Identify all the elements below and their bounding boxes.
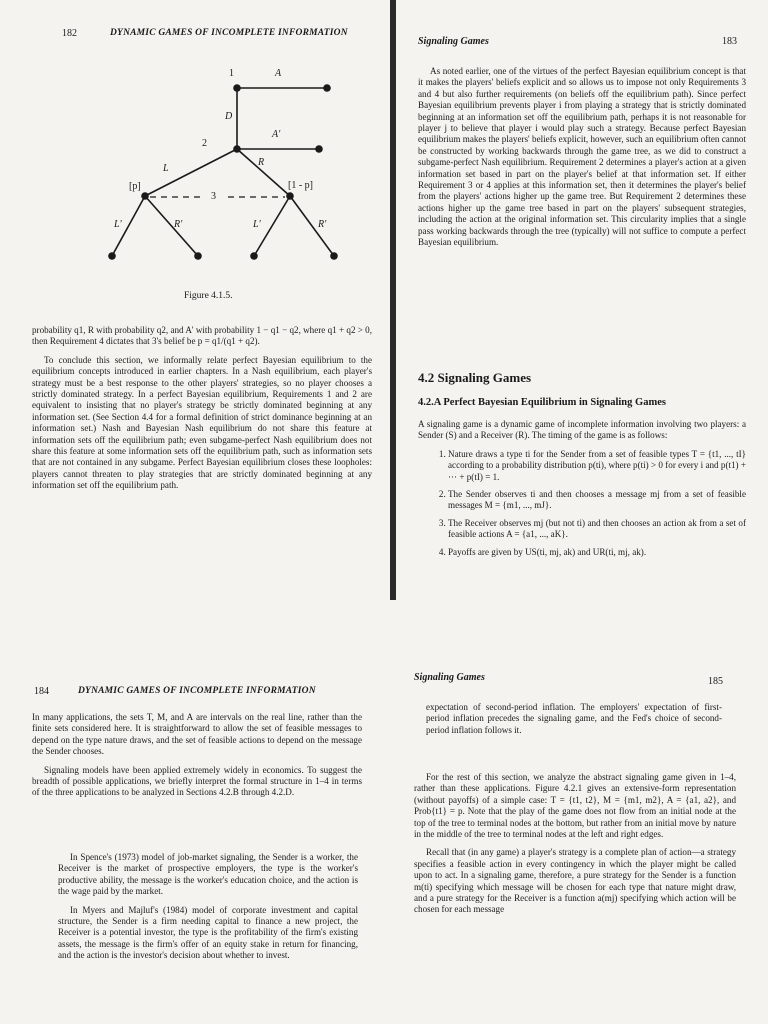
node-3-left	[141, 192, 149, 200]
terminal-Rp-left	[194, 252, 202, 260]
page-number: 185	[708, 676, 723, 687]
paragraph: In Spence's (1973) model of job-market signaling, the Sender is a worker, the Receiver is the market of prospective employers, the type is the worker's productive ability, the message is the worker's education choice, and the action is the wage paid by the market.	[58, 852, 358, 897]
body-text	[418, 419, 746, 564]
node-player1	[233, 84, 241, 92]
label-node-3: 3	[211, 191, 216, 202]
label-node-1: 1	[229, 68, 234, 79]
subsection-title: 4.2.A Perfect Bayesian Equilibrium in Signaling Games	[418, 397, 666, 408]
terminal-A	[323, 84, 331, 92]
application-text	[58, 852, 358, 969]
body-text	[418, 66, 746, 256]
body-text	[414, 772, 736, 923]
running-head: DYNAMIC GAMES OF INCOMPLETE INFORMATION	[110, 28, 348, 38]
label-node-2: 2	[202, 138, 207, 149]
label-Lp-right: L'	[253, 219, 261, 230]
running-head: DYNAMIC GAMES OF INCOMPLETE INFORMATION	[78, 686, 316, 696]
page-183	[400, 0, 768, 648]
label-Aprime: A'	[272, 129, 281, 140]
paragraph: To conclude this section, we informally relate perfect Bayesian equilibrium to the equilibrium concepts introduced in earlier chapters. In a Nash equilibrium, each player's strategy must be a best response to the other players' strategies, so no player chooses a strictly dominated strategy. In a perfect Bayesian equilibrium, Requirements 1 and 2 are equivalent to insisting that no player's strategy be strictly dominated beginning at any information set. (See Section 4.4 for a formal definition of strict dominance beginning at an information set.) Nash and Bayesian Nash equilibrium do not share this feature at information sets off the equilibrium path; even subgame-perfect Nash equilibrium does not share this feature at some information sets off the equilibrium path, such as information sets that are not contained in any subgame. Perfect Bayesian equilibrium closes these loopholes: players cannot threaten to play strategies that are strictly dominated beginning at any information set off the equilibrium path.	[32, 354, 372, 491]
paragraph: In many applications, the sets T, M, and A are intervals on the real line, rather than the finite sets considered here. It is straightforward to allow the set of feasible messages to depend on the type nature draws, and the set of feasible actions to depend on the message the Sender chooses.	[32, 712, 362, 757]
timing-list	[418, 449, 746, 558]
terminal-Rp-right	[330, 252, 338, 260]
body-text	[426, 702, 722, 743]
page-184	[0, 650, 392, 1024]
book-spine	[390, 0, 396, 600]
terminal-Lp-left	[108, 252, 116, 260]
body-text	[32, 712, 362, 806]
section-title: 4.2 Signaling Games	[418, 370, 532, 385]
body-text	[32, 325, 372, 499]
paragraph: As noted earlier, one of the virtues of the perfect Bayesian equilibrium concept is that it makes the players' beliefs explicit and so allows us to impose not only Requirements 3 and 4 but also further requirements (on beliefs off the equilibrium path). Since perfect Bayesian equilibrium prevents player i from playing a strategy that is strictly dominated beginning at an information set off the equilibrium path, perhaps it is not reasonable for player j to believe that player i would play such a strategy. Because perfect Bayesian equilibrium makes the players' beliefs explicit, however, such an equilibrium often cannot be constructed by working backwards through the game tree, as we did to construct a subgame-perfect Nash equilibrium. Requirement 2 determines a player's action at a given information set based in part on the player's belief at that information set. If either Requirement 3 or 4 applies at this information set, then it determines the player's belief from the players' actions higher up the game tree. But Requirement 2 determines these actions higher up the game tree based in part on the players' subsequent strategies, including the action at the original information set. This circularity implies that a single pass working backwards through the tree (typically) will not suffice to compute a perfect Bayesian equilibrium.	[418, 66, 746, 248]
label-Rp-left: R'	[174, 219, 183, 230]
label-R: R	[258, 157, 265, 168]
paragraph: In Myers and Majluf's (1984) model of corporate investment and capital structure, the Sender is a firm needing capital to finance a new project, the Receiver is a potential investor, the type is the profitability of the firm's existing assets, the message is the firm's offer of an equity stake in return for financing, and the action is the investor's decision about whether to invest.	[58, 904, 358, 961]
edge-Rp-right	[290, 196, 334, 256]
list-item: 1. Nature draws a type ti for the Sender from a set of feasible types T = {t1, ..., tI} according to a probability distribution p(ti), where p(ti) > 0 for every i and p(t1) + ··· + p(tI) = 1.	[448, 449, 746, 483]
label-belief-p: [p]	[129, 181, 141, 192]
page-number: 182	[62, 28, 77, 39]
label-Rp-right: R'	[318, 219, 327, 230]
running-head: Signaling Games	[414, 672, 485, 683]
page-number: 184	[34, 686, 49, 697]
page-185	[400, 650, 768, 1024]
label-A: A	[275, 68, 282, 79]
paragraph: Signaling models have been applied extremely widely in economics. To suggest the breadth of possible applications, we briefly interpret the formal structure in 1–4 in terms of the three applications to be analyzed in Sections 4.2.B through 4.2.D.	[32, 764, 362, 798]
edge-Rp-left	[145, 196, 198, 256]
node-3-right	[286, 192, 294, 200]
paragraph: For the rest of this section, we analyze the abstract signaling game given in 1–4, rather than these applications. Figure 4.2.1 gives an extensive-form representation (without payoffs) of a simple case: T = {t1, t2}, M = {m1, m2}, A = {a1, a2}, and Prob{t1} = p. Note that the play of the game does not flow from an initial node at the top of the tree to terminal nodes at the bottom, but rather from an initial move by nature in the middle of the tree to terminal nodes at the left and right edges.	[414, 772, 736, 840]
paragraph: probability q1, R with probability q2, and A' with probability 1 − q1 − q2, where q1 + q2 > 0, then Requirement 4 dictates that 3's belief be p = q1/(q1 + q2).	[32, 325, 372, 347]
list-item: 4. Payoffs are given by US(ti, mj, ak) and UR(ti, mj, ak).	[448, 547, 746, 558]
terminal-Aprime	[315, 145, 323, 153]
paragraph: A signaling game is a dynamic game of incomplete information involving two players: a Sender (S) and a Receiver (R). The timing of the game is as follows:	[418, 419, 746, 441]
running-head: Signaling Games	[418, 36, 489, 47]
label-L: L	[163, 163, 169, 174]
terminal-Lp-right	[250, 252, 258, 260]
figure-caption: Figure 4.1.5.	[184, 291, 233, 301]
page-182	[0, 0, 392, 648]
paragraph: expectation of second-period inflation. The employers' expectation of first-period inflation precedes the signaling game, and the Fed's choice of second-period inflation follows it.	[426, 702, 722, 735]
page-number: 183	[722, 36, 737, 47]
list-item: 3. The Receiver observes mj (but not ti) and then chooses an action ak from a set of feasible actions A = {a1, ..., aK}.	[448, 518, 746, 541]
node-player2	[233, 145, 241, 153]
label-Lp-left: L'	[114, 219, 122, 230]
paragraph: Recall that (in any game) a player's strategy is a complete plan of action—a strategy specifies a feasible action in every contingency in which the player might be called upon to act. In a signaling game, therefore, a pure strategy for the Sender is a function m(ti) specifying which message will be chosen for each type that nature might draw, and a pure strategy for the Receiver is a function a(mj) specifying which action will be chosen for each message	[414, 847, 736, 915]
list-item: 2. The Sender observes ti and then chooses a message mj from a set of feasible messages M = {m1, ..., mJ}.	[448, 489, 746, 512]
label-D: D	[225, 111, 233, 122]
edge-L	[145, 149, 237, 196]
game-tree-figure	[0, 0, 392, 300]
label-belief-1-p: [1 - p]	[288, 180, 313, 191]
